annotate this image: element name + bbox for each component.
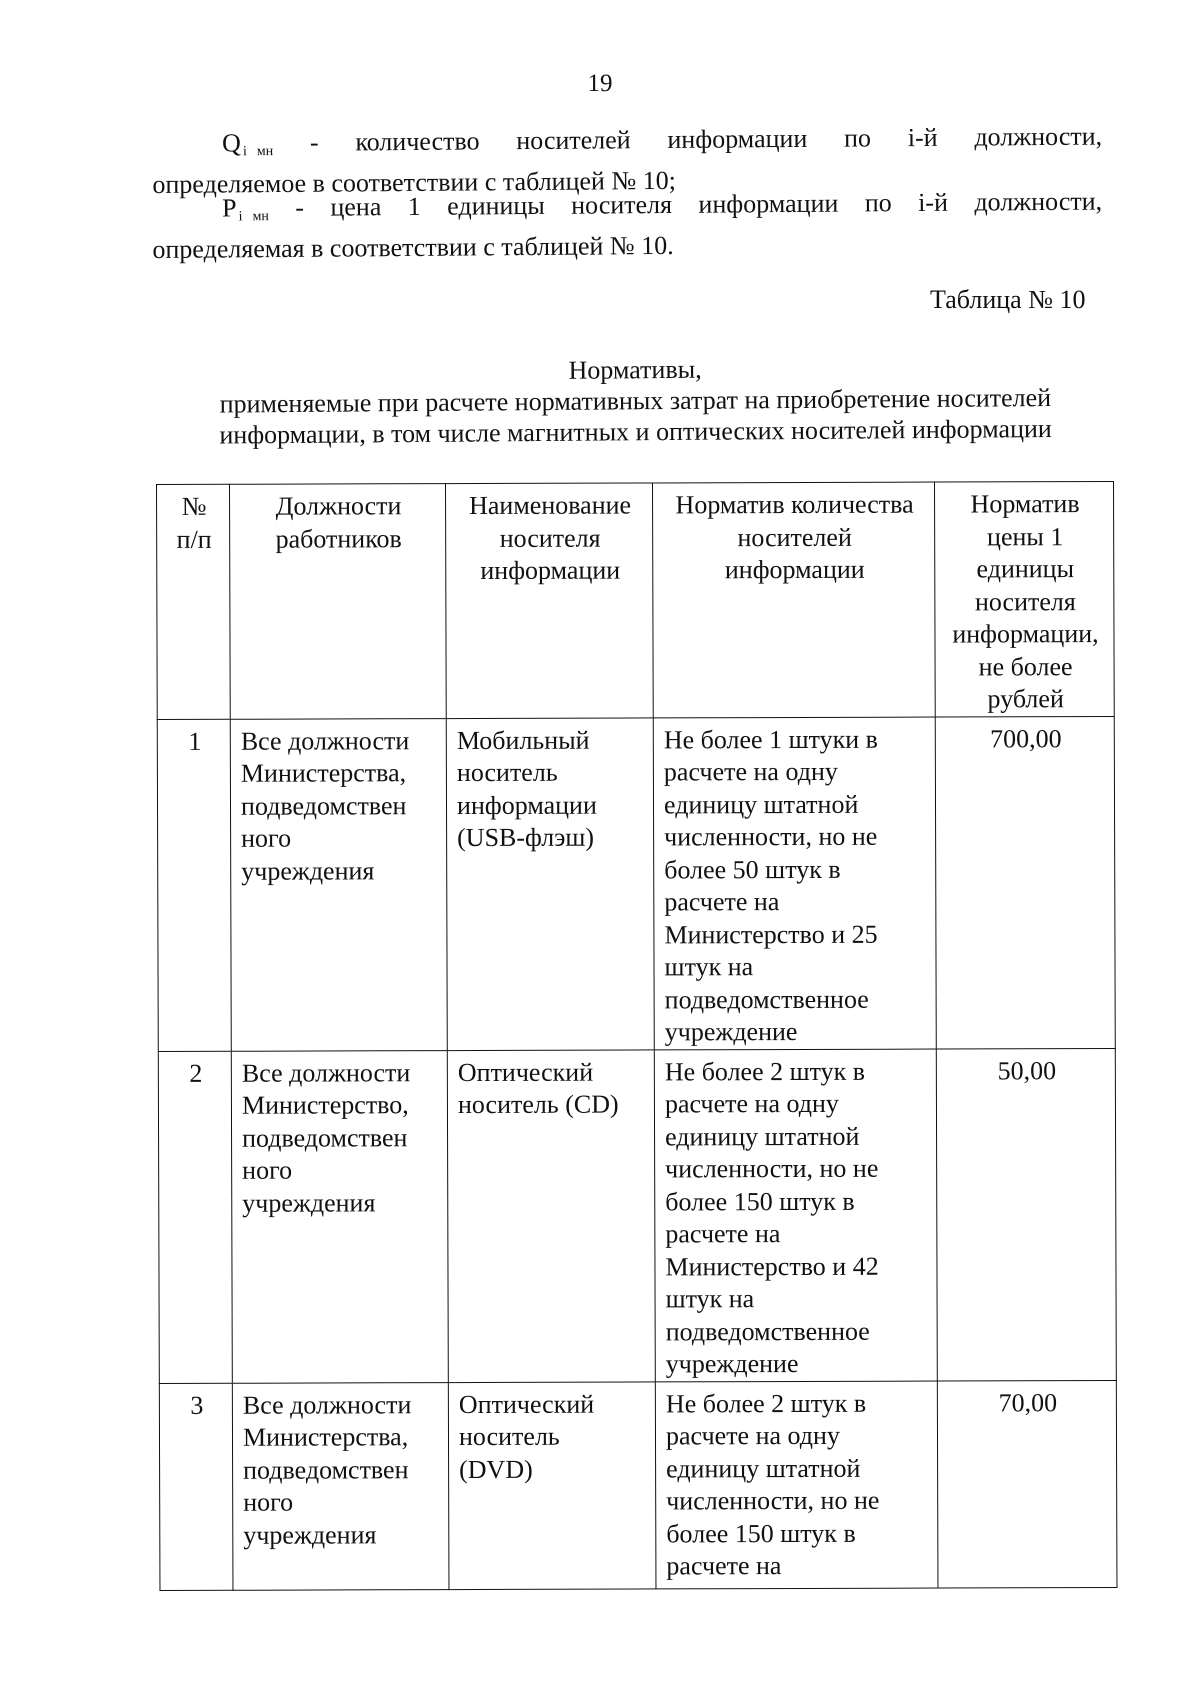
table-title-line1: Нормативы, (568, 354, 702, 385)
definition-p-line1 (152, 186, 1102, 234)
row-price-norm: 50,00 (936, 1048, 1116, 1381)
norms-table (156, 481, 1117, 1591)
page-number: 19 (587, 70, 613, 97)
row-num: 3 (159, 1383, 233, 1590)
definition-q-line1 (152, 121, 1102, 169)
table-row (159, 1380, 1117, 1590)
definition-p (152, 186, 1103, 266)
table-title-line3: информации, в том числе магнитных и оптических носителей информации (219, 413, 1052, 450)
header-num: № п/п (157, 484, 231, 719)
symbol-p-subscript-i: i (238, 209, 243, 225)
row-price-norm: 70,00 (937, 1380, 1117, 1588)
symbol-q-subscript-i: i (242, 144, 247, 160)
row-carrier: Мобильный носитель информации (USB-флэш) (446, 717, 654, 1050)
row-positions: Все должности Министерства, подведомствен ного учреждения (232, 1382, 449, 1590)
header-price-norm: Норматив цены 1 единицы носителя информации, не более рублей (934, 481, 1114, 716)
symbol-q: Q (222, 128, 242, 158)
row-positions: Все должности Министерства, подведомствен ного учреждения (230, 718, 447, 1051)
symbol-q-subscript-tag: мн (256, 144, 274, 160)
row-num: 1 (157, 719, 231, 1051)
symbol-p: P (222, 193, 237, 223)
header-positions: Должности работников (230, 484, 447, 719)
table-caption: Таблица № 10 (930, 285, 1086, 314)
table-row (157, 716, 1115, 1051)
definition-p-line2: определяемая в соответствии с таблицей № 10. (152, 230, 674, 264)
definition-q-text: - количество носителей информации по i-й должности, (309, 121, 1103, 157)
row-qty-norm: Не более 2 штук в расчете на одну единицу штатной численности, но не более 150 штук в расчете на (655, 1381, 938, 1589)
table-title-line2: применяемые при расчете нормативных затрат на приобретение носителей (219, 383, 1052, 419)
table-header-row (157, 481, 1115, 719)
row-positions: Все должности Министерство, подведомствен ного учреждения (231, 1050, 448, 1383)
symbol-p-subscript-tag: мн (252, 209, 269, 225)
definition-p-text: - цена 1 единицы носителя информации по i-й должности, (295, 186, 1103, 222)
table-row (158, 1048, 1116, 1383)
table-title (160, 351, 1111, 451)
row-qty-norm: Не более 1 штуки в расчете на одну единицу штатной численности, но не более 50 штук в расчете на Министерство и 25 штук на подведомственное учреждение (653, 717, 936, 1050)
row-carrier: Оптический носитель (DVD) (448, 1381, 656, 1589)
header-carrier: Наименование носителя информации (446, 483, 654, 718)
row-qty-norm: Не более 2 штук в расчете на одну единицу штатной численности, но не более 150 штук в расчете на Министерство и 42 штук на подведомственное учреждение (654, 1049, 937, 1382)
row-price-norm: 700,00 (935, 716, 1115, 1049)
header-qty-norm: Норматив количества носителей информации (652, 482, 935, 717)
row-carrier: Оптический носитель (CD) (447, 1049, 655, 1382)
row-num: 2 (158, 1051, 232, 1383)
definition-q-line2: определяемое в соответствии с таблицей № 10; (152, 165, 677, 199)
